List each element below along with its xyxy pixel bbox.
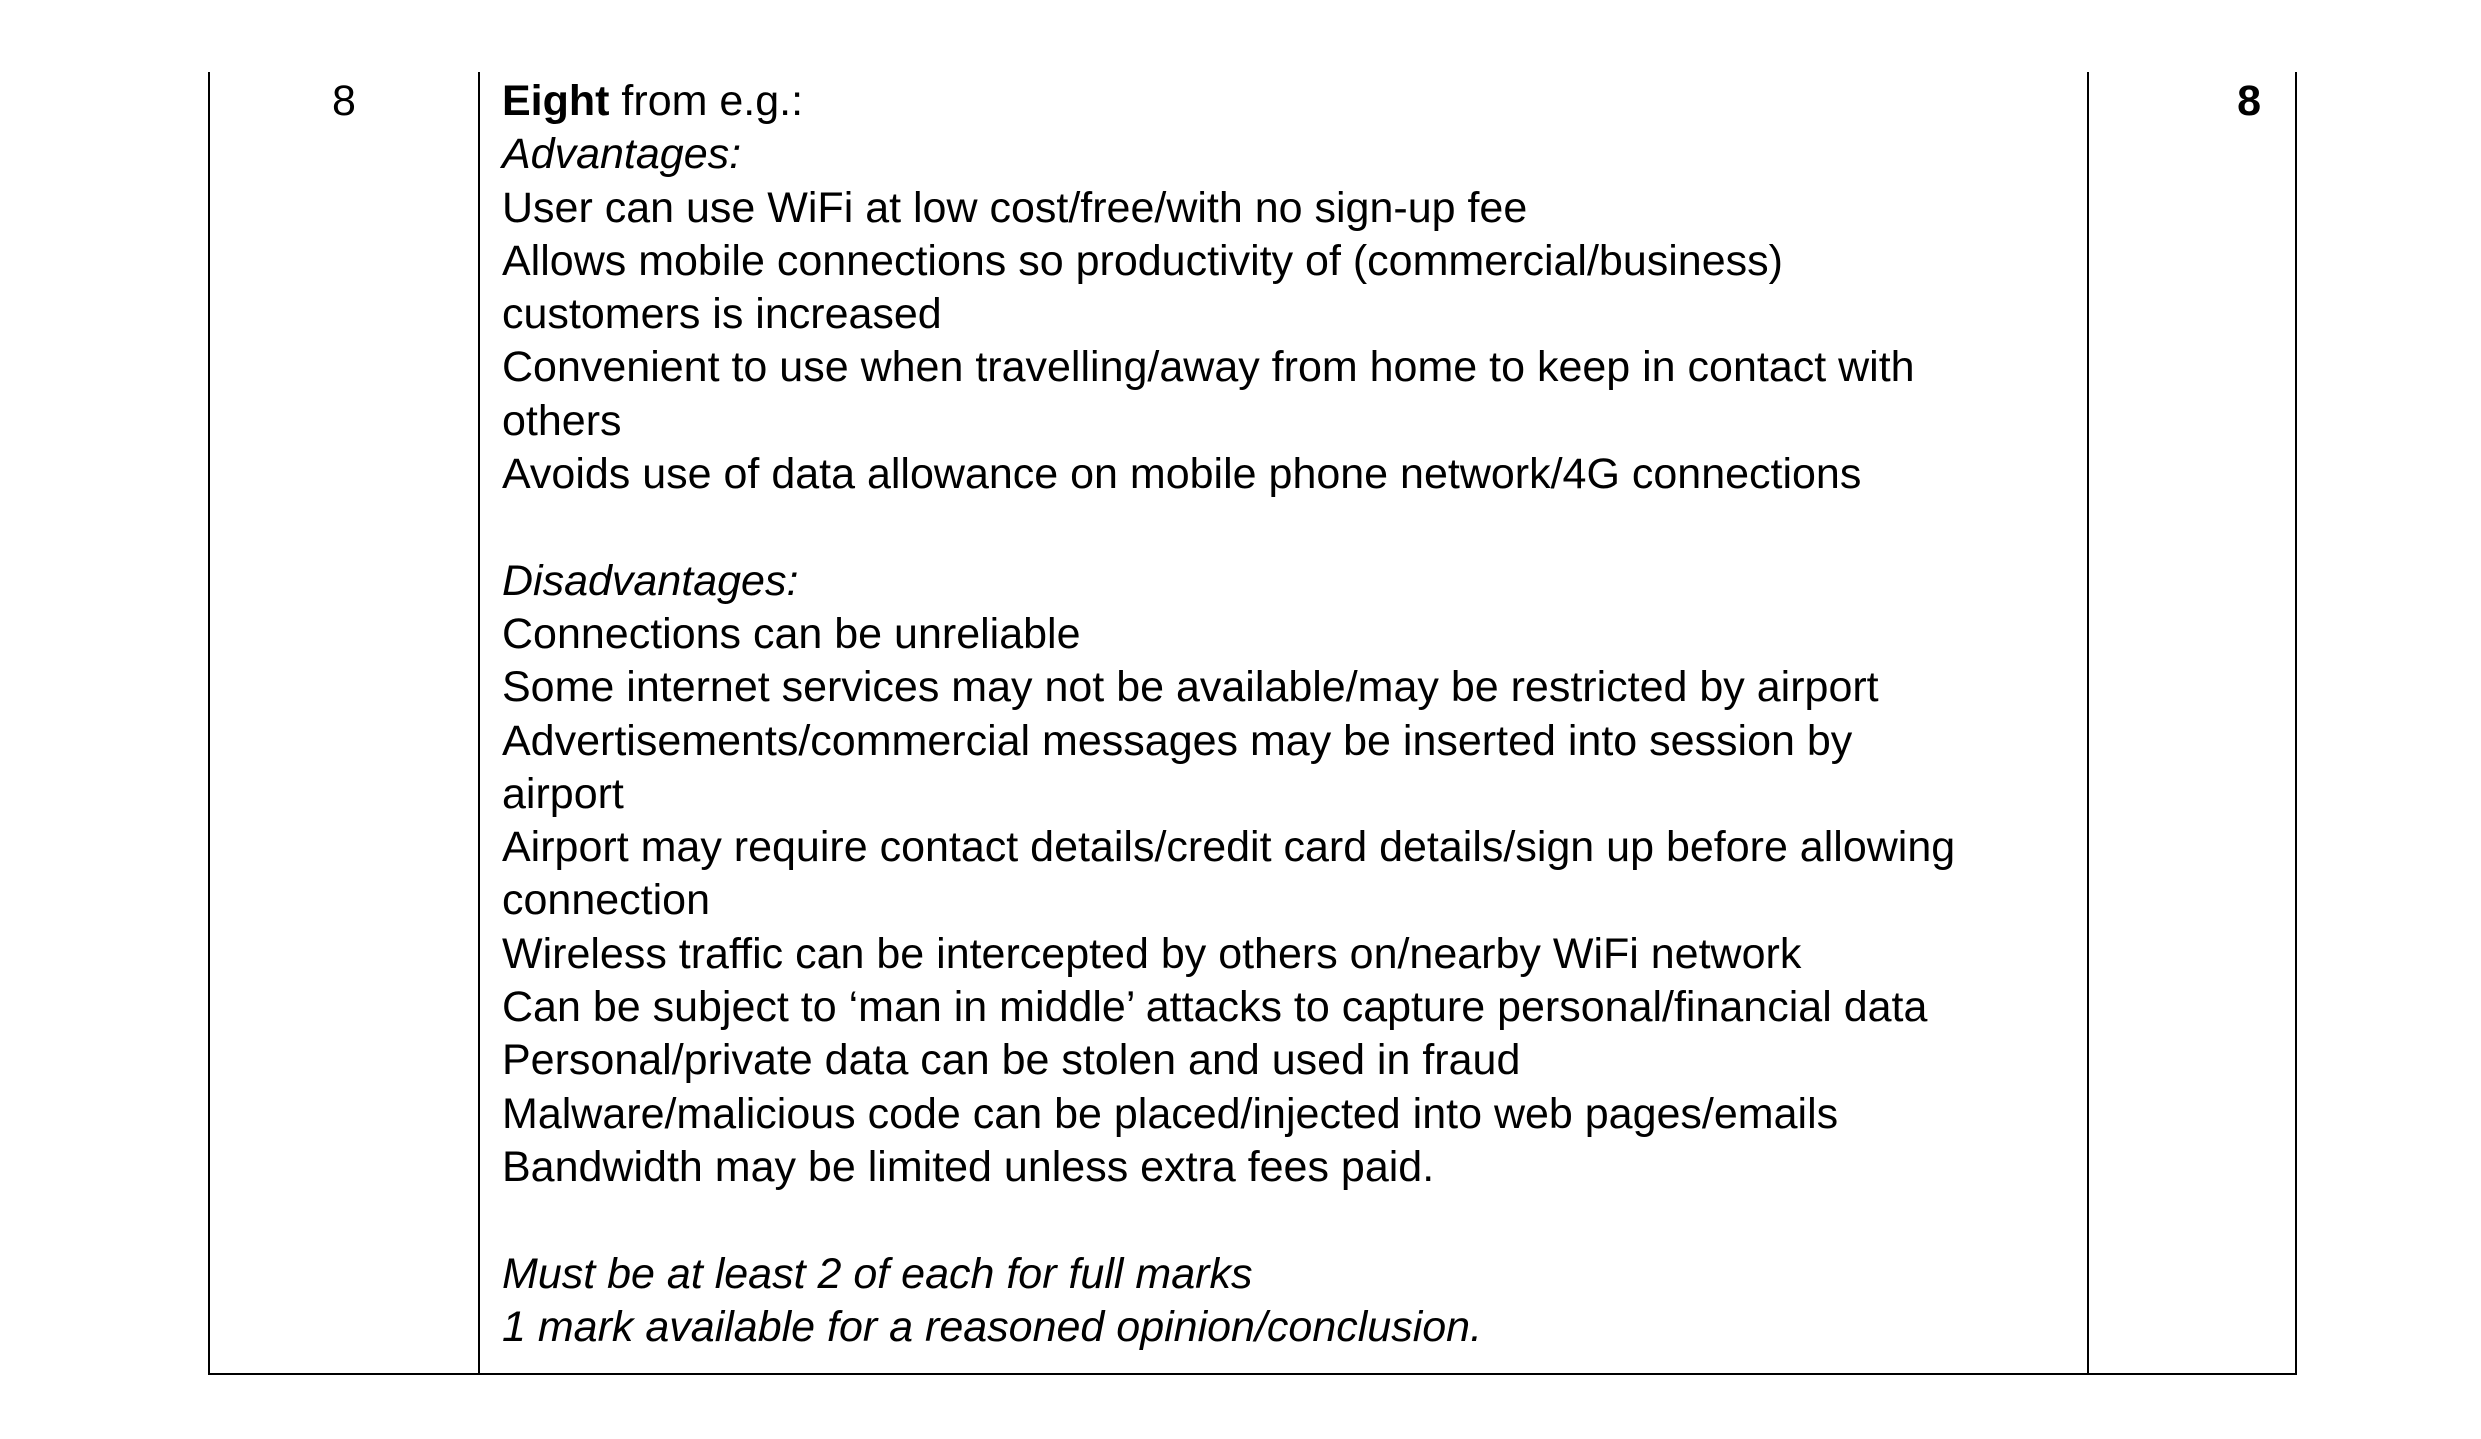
advantages-heading: Advantages: [502, 130, 742, 179]
mark-scheme-table [208, 72, 2297, 1375]
blank-line [502, 1194, 2072, 1247]
advantage-line: others [502, 396, 622, 445]
column-divider [478, 72, 480, 1373]
disadvantage-line: Advertisements/commercial messages may be inserted into session by [502, 716, 1853, 765]
disadvantages-heading: Disadvantages: [502, 556, 799, 605]
note-line: Must be at least 2 of each for full marks [502, 1249, 1253, 1298]
advantage-line: Allows mobile connections so productivity of (commercial/business) [502, 236, 1783, 285]
disadvantage-line: Personal/private data can be stolen and used in fraud [502, 1036, 1521, 1085]
answer-intro [502, 75, 2072, 128]
blank-line [502, 501, 2072, 554]
advantage-line: User can use WiFi at low cost/free/with no sign-up fee [502, 183, 1528, 232]
column-divider [2087, 72, 2089, 1373]
advantage-line: customers is increased [502, 290, 942, 339]
question-number: 8 [332, 77, 356, 125]
disadvantage-line: connection [502, 876, 710, 925]
disadvantage-line: Some internet services may not be available/may be restricted by airport [502, 663, 1879, 712]
disadvantage-line: Connections can be unreliable [502, 609, 1081, 658]
answer-cell [502, 72, 2072, 1354]
disadvantage-line: Airport may require contact details/credit card details/sign up before allowing [502, 823, 1956, 872]
intro-bold: Eight [502, 77, 610, 125]
intro-rest: from e.g.: [609, 77, 804, 125]
disadvantage-line: Malware/malicious code can be placed/injected into web pages/emails [502, 1089, 1839, 1138]
note-line: 1 mark available for a reasoned opinion/conclusion. [502, 1302, 1483, 1351]
disadvantage-line: Can be subject to ‘man in middle’ attacks to capture personal/financial data [502, 983, 1928, 1032]
disadvantage-line: airport [502, 769, 624, 818]
disadvantage-line: Wireless traffic can be intercepted by others on/nearby WiFi network [502, 929, 1802, 978]
marks-value: 8 [2237, 77, 2261, 125]
advantage-line: Avoids use of data allowance on mobile phone network/4G connections [502, 450, 1862, 499]
advantage-line: Convenient to use when travelling/away from home to keep in contact with [502, 343, 1915, 392]
disadvantage-line: Bandwidth may be limited unless extra fees paid. [502, 1142, 1435, 1191]
